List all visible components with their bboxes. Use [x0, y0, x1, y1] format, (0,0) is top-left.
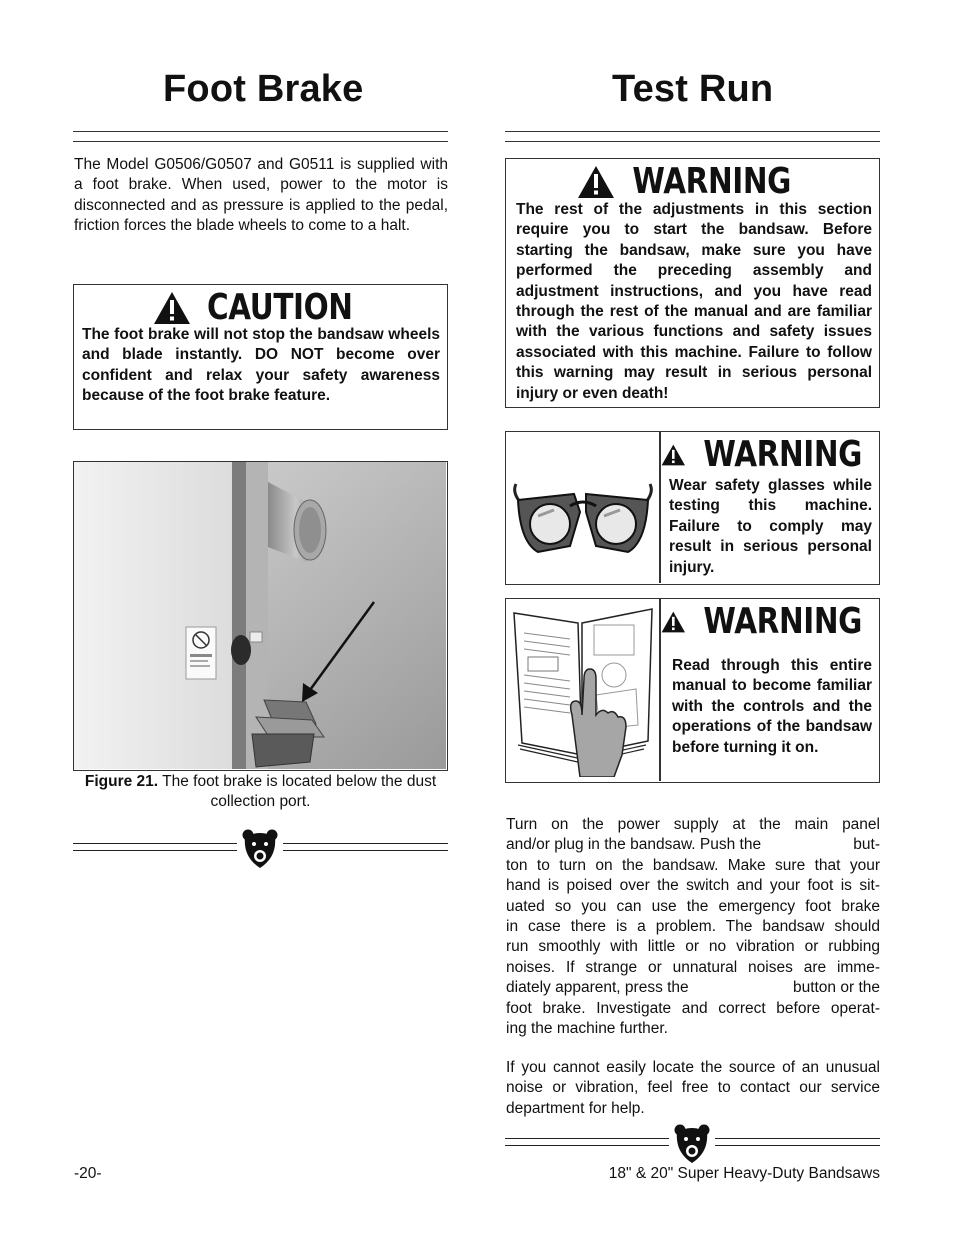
paragraph-line — [506, 835, 880, 855]
paragraph-line: hand is poised over the switch and your foot is sit- — [506, 877, 880, 895]
warning-header — [661, 434, 879, 475]
section-title-foot-brake: Foot Brake — [163, 68, 364, 110]
warning-triangle-icon — [661, 438, 686, 472]
foot-brake-intro: The Model G0506/G0507 and G0511 is supplied with a foot brake. When used, power to the motor is disconnected and as pressure is applied to the pedal, friction forces the blade wheels to come to a halt. — [74, 156, 448, 235]
warning-label: WARNING — [703, 434, 862, 475]
paragraph-line-part: diately apparent, press the — [506, 979, 689, 997]
section-divider-left — [73, 829, 448, 869]
paragraph-line: ton to turn on the bandsaw. Make sure that your — [506, 856, 880, 874]
safety-glasses-icon — [510, 472, 656, 562]
paragraph-line-part: and/or plug in the bandsaw. Push the — [506, 836, 762, 854]
title-rule — [73, 131, 448, 142]
warning-text: Read through this entire manual to become familiar with the controls and the operations of the bandsaw before turning it on. — [672, 657, 872, 756]
warning-triangle-icon — [153, 291, 191, 325]
section-title-test-run: Test Run — [612, 68, 774, 110]
figure-caption-text: The foot brake is located below the dust collection port. — [162, 773, 437, 811]
caution-label: CAUTION — [206, 287, 353, 328]
warning-header — [661, 601, 879, 642]
divider-line — [715, 1138, 880, 1146]
paragraph-line: run smoothly with little or no vibration or rubbing — [506, 938, 880, 956]
caution-header — [74, 287, 447, 328]
paragraph-line: foot brake. Investigate and correct before operat- — [506, 999, 880, 1017]
warning-text: The rest of the adjustments in this section require you to start the bandsaw. Before starting the bandsaw, make sure you have performed the preceding assembly and adjustment instructions, and you have read through the rest of the manual and are familiar with the various functions and safety issues associated with this machine. Failure to follow this warning may result in serious personal injury or even death! — [516, 201, 872, 402]
caution-text: The foot brake will not stop the bandsaw wheels and blade instantly. DO NOT become over confident and relax your safety awareness because of the foot brake feature. — [82, 326, 440, 405]
caution-box — [73, 284, 448, 430]
warning-label: WARNING — [703, 601, 862, 642]
warning-box-read-manual — [505, 598, 880, 783]
figure-21-photo — [73, 461, 448, 771]
bear-logo-icon — [241, 829, 279, 869]
divider-line — [283, 843, 448, 851]
warning-text: Wear safety glasses while testing this machine. Failure to comply may result in serious personal injury. — [669, 477, 872, 576]
bear-logo-icon — [673, 1124, 711, 1164]
footer-title: 18" & 20" Super Heavy-Duty Bandsaws — [608, 1165, 880, 1182]
manual-book-icon — [510, 605, 656, 777]
warning-box-safety-glasses — [505, 431, 880, 585]
warning-header — [506, 161, 879, 202]
contact-paragraph: If you cannot easily locate the source of an unusual noise or vibration, feel free to contact our service department for help. — [506, 1059, 880, 1117]
paragraph-line-part: button or the — [792, 979, 880, 997]
paragraph-line: Turn on the power supply at the main panel — [506, 816, 880, 833]
page-number: -20- — [74, 1165, 102, 1182]
warning-triangle-icon — [661, 605, 686, 639]
paragraph-line: uated so you can use the emergency foot brake — [506, 897, 880, 915]
paragraph-line: noises. If strange or unnatural noises are imme- — [506, 958, 880, 976]
figure-21-caption — [73, 772, 448, 813]
warning-label: WARNING — [632, 161, 791, 202]
paragraph-line — [506, 978, 880, 998]
warning-box-adjustments — [505, 158, 880, 408]
foot-brake-photo-image — [74, 462, 446, 769]
paragraph-line: in case there is a problem. The bandsaw should — [506, 918, 880, 936]
title-rule — [505, 131, 880, 142]
test-run-paragraph — [506, 815, 880, 1039]
divider-line — [73, 843, 237, 851]
figure-number: Figure 21. — [84, 773, 159, 790]
paragraph-line-part: but- — [853, 836, 880, 854]
paragraph-line: ing the machine further. — [506, 1020, 668, 1038]
divider-line — [505, 1138, 669, 1146]
warning-triangle-icon — [577, 165, 615, 199]
section-divider-right — [505, 1124, 880, 1164]
